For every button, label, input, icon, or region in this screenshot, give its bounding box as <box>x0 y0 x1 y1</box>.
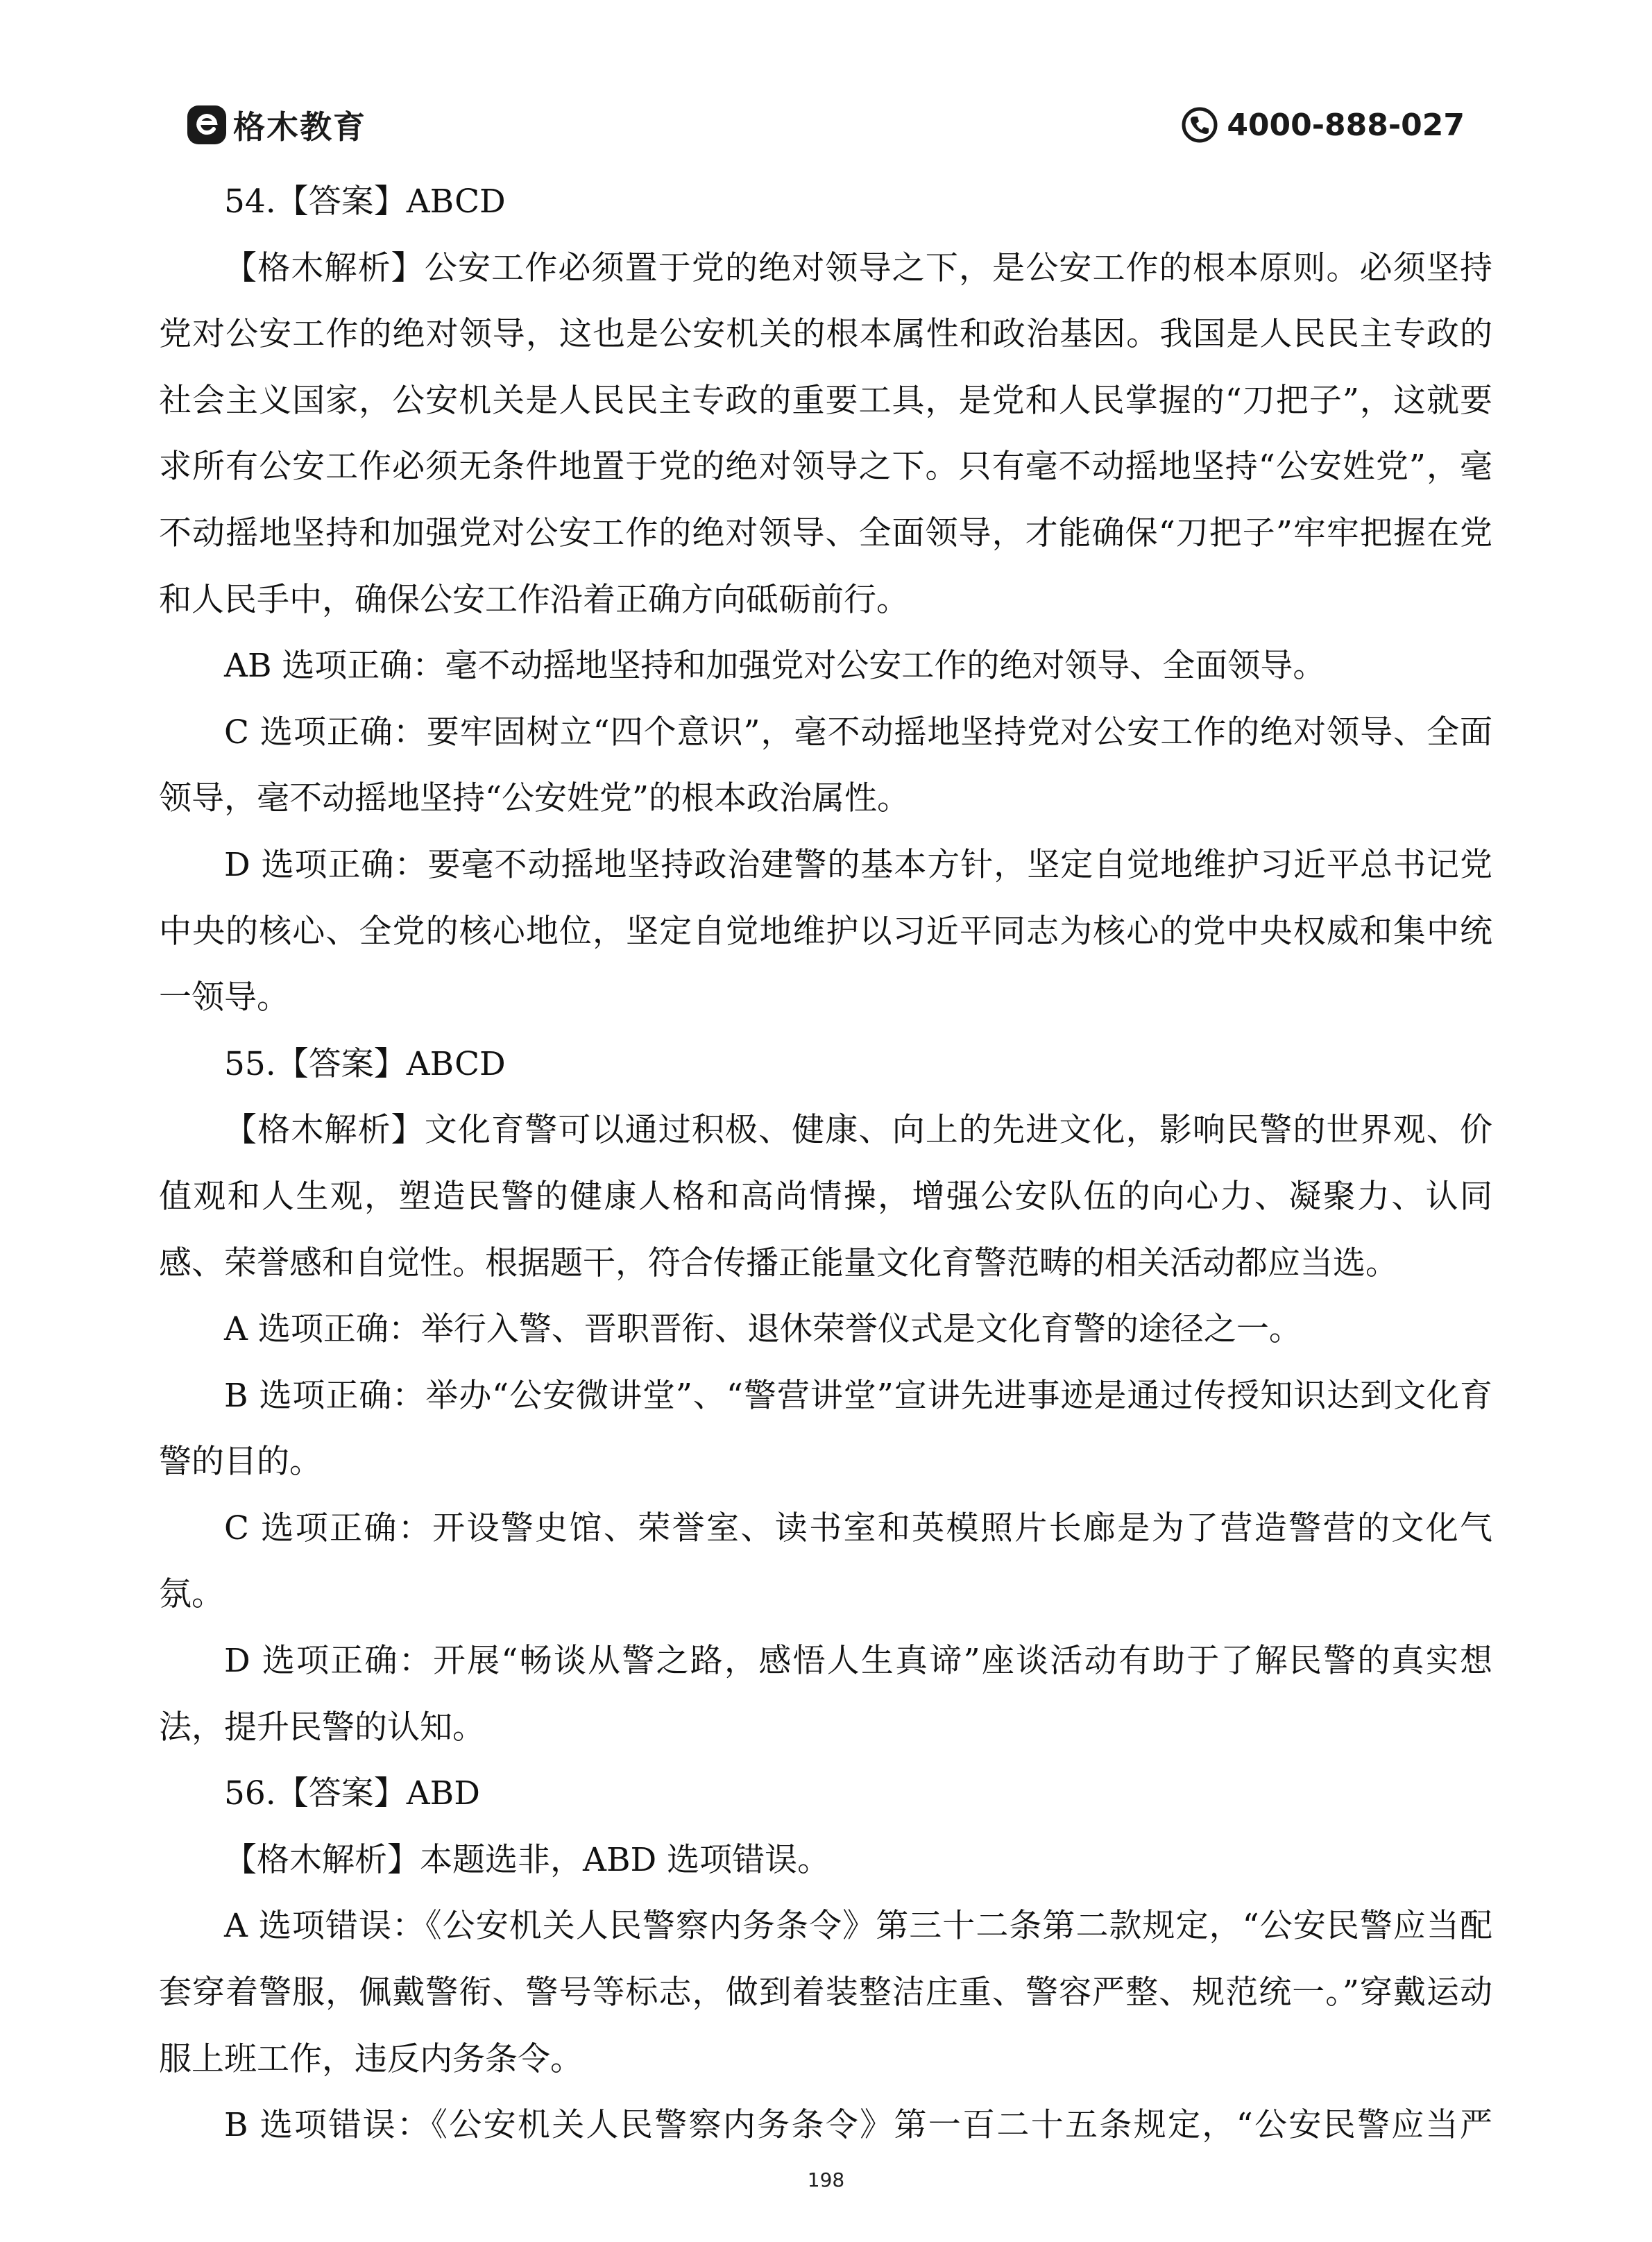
brand-logo <box>187 101 366 149</box>
option-b-55: B 选项正确：举办“公安微讲堂”、“警营讲堂”宣讲先进事迹是通过传授知识达到文化育警的目的。 <box>159 1376 1492 1481</box>
logo-e-icon <box>187 105 226 144</box>
analysis-56: 【格木解析】本题选非，ABD 选项错误。 <box>224 1840 831 1879</box>
option-ab-54: AB 选项正确：毫不动摇地坚持和加强党对公安工作的绝对领导、全面领导。 <box>224 647 1326 686</box>
answer-explanations <box>159 169 1492 2159</box>
option-d-55: D 选项正确：开展“畅谈从警之路，感悟人生真谛”座谈活动有助于了解民警的真实想法，提升民警的认知。 <box>159 1642 1492 1747</box>
option-a-55: A 选项正确：举行入警、晋职晋衔、退休荣誉仪式是文化育警的途径之一。 <box>224 1310 1302 1349</box>
option-d-54: D 选项正确：要毫不动摇地坚持政治建警的基本方针，坚定自觉地维护习近平总书记党中央的核心、全党的核心地位，坚定自觉地维护以习近平同志为核心的党中央权威和集中统一领导。 <box>159 845 1492 1017</box>
phone-number: 4000-888-027 <box>1227 107 1465 143</box>
answer-54-heading: 54.【答案】ABCD <box>224 182 506 221</box>
page-header <box>187 101 1465 149</box>
page-number: 198 <box>807 2168 845 2191</box>
option-c-55: C 选项正确：开设警史馆、荣誉室、读书室和英模照片长廊是为了营造警营的文化气氛。 <box>159 1509 1492 1614</box>
answer-55-heading: 55.【答案】ABCD <box>224 1044 506 1083</box>
option-a-56: A 选项错误：《公安机关人民警察内务条令》第三十二条第二款规定，“公安民警应当配套穿着警服，佩戴警衔、警号等标志，做到着装整洁庄重、警容严整、规范统一。”穿戴运动服上班工作，违反内务条令。 <box>159 1907 1492 2078</box>
answer-56-heading: 56.【答案】ABD <box>224 1774 480 1813</box>
contact-phone <box>1181 101 1465 149</box>
analysis-54: 【格木解析】公安工作必须置于党的绝对领导之下，是公安工作的根本原则。必须坚持党对公安工作的绝对领导，这也是公安机关的根本属性和政治基因。我国是人民民主专政的社会主义国家，公安机关是人民民主专政的重要工具，是党和人民掌握的“刀把子”，这就要求所有公安工作必须无条件地置于党的绝对领导之下。只有毫不动摇地坚持“公安姓党”，毫不动摇地坚持和加强党对公安工作的绝对领导、全面领导，才能确保“刀把子”牢牢把握在党和人民手中，确保公安工作沿着正确方向砥砺前行。 <box>159 248 1492 619</box>
option-b-56: B 选项错误：《公安机关人民警察内务条令》第一百二十五条规定，“公安民警应当严 <box>224 2106 1492 2145</box>
brand-name: 格木教育 <box>233 108 366 146</box>
phone-icon <box>1181 106 1218 144</box>
analysis-55: 【格木解析】文化育警可以通过积极、健康、向上的先进文化，影响民警的世界观、价值观和人生观，塑造民警的健康人格和高尚情操，增强公安队伍的向心力、凝聚力、认同感、荣誉感和自觉性。根据题干，符合传播正能量文化育警范畴的相关活动都应当选。 <box>159 1111 1492 1282</box>
option-c-54: C 选项正确：要牢固树立“四个意识”，毫不动摇地坚持党对公安工作的绝对领导、全面领导，毫不动摇地坚持“公安姓党”的根本政治属性。 <box>159 713 1492 818</box>
